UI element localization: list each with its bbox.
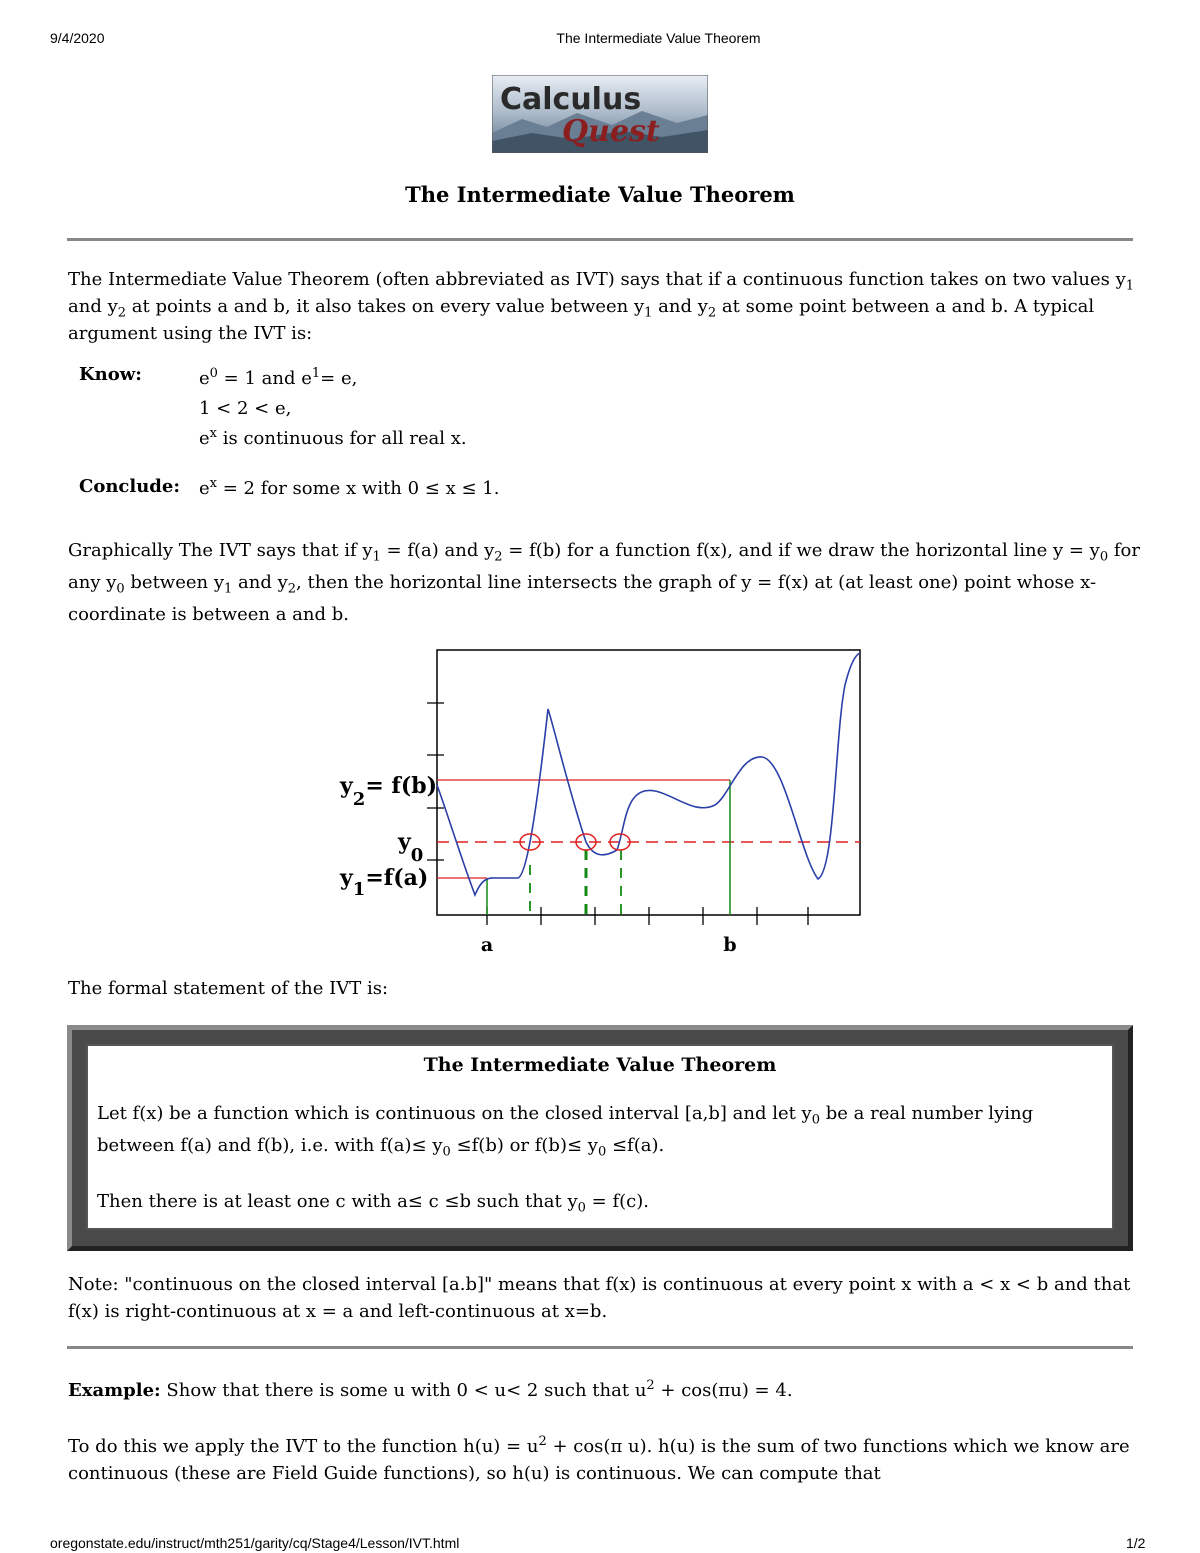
x-label-a: a [480, 934, 494, 956]
note-paragraph: Note: "continuous on the closed interval [a.b]" means that f(x) is continuous at every point x with a < x < b and that f(x) is right-continuous at x = a and left-continuous at x=b. [68, 1274, 1131, 1322]
know-label: Know: [79, 364, 142, 385]
conclude-label: Conclude: [79, 476, 180, 497]
example-paragraph: Example: Show that there is some u with 0 < u< 2 such that $u^2 + \cos(\pi u) = 4$. [68, 1378, 793, 1401]
graph-frame [437, 650, 860, 915]
calculus-quest-logo [492, 75, 708, 153]
formal-intro: The formal statement of the IVT is: [68, 978, 389, 999]
divider [67, 1346, 1133, 1349]
conclude-statement: $e^x = 2$ for some x with 0 ≤ x ≤ 1. [199, 476, 500, 499]
x-label-b: b [723, 934, 737, 956]
intro-paragraph: The Intermediate Value Theorem (often abbreviated as IVT) says that if a continuous function takes on two values $y_1$ and $y_2$ at points a and b, it also takes on every value between $y_1$ and $y_2$ at some point between a and b. A typical argument using the IVT is: [68, 269, 1135, 344]
theorem-line-1: Let f(x) be a function which is continuous on the closed interval [a,b] and let $y_0$ be a real number lying [97, 1103, 1034, 1128]
logo-word-calculus: Calculus [500, 82, 642, 117]
y2-label: $y_2= f(b)$ [340, 773, 438, 810]
x-axis-ticks [487, 907, 808, 925]
graphically-paragraph: Graphically The IVT says that if $y_1 = f(a)$ and $y_2 = f(b)$ for a function f(x), and if we draw the horizontal line $y = y_0$ for any $y_0$ between $y_1$ and $y_2$, then the horizontal line intersects the graph of y = f(x) at (at least one) point whose x-coordinate is between a and b. [68, 540, 1140, 625]
know-statements: $e^0 = 1$ and $e^1= e$, 1 < 2 < e, $e^x$ is continuous for all real x. [199, 366, 467, 449]
theorem-line-3: Then there is at least one c with a≤ c ≤b such that $y_0 = f(c)$. [97, 1191, 649, 1216]
theorem-line-2: between f(a) and f(b), i.e. with $f(a)\le y_0 \le f(b)$ or $f(b)\le y_0 \le f(a)$. [97, 1135, 665, 1160]
theorem-title: The Intermediate Value Theorem [423, 1054, 777, 1076]
y0-label: $y_0$ [398, 829, 424, 866]
logo-word-quest: Quest [562, 114, 660, 149]
theorem-box [67, 1025, 1133, 1251]
header-title: The Intermediate Value Theorem [556, 30, 761, 46]
function-curve [437, 653, 860, 895]
footer-page-number: 1/2 [1126, 1535, 1146, 1551]
y1-label: $y_1=f(a)$ [340, 865, 429, 900]
apply-paragraph: To do this we apply the IVT to the function $h(u) = u^2 + \cos(\pi$ u). h(u) is the sum of two functions which we know are continuous (these are Field Guide functions), so h(u) is continuous. We can compute that [68, 1434, 1130, 1484]
page-title: The Intermediate Value Theorem [405, 182, 795, 207]
intersection-drop-lines [530, 850, 621, 915]
divider [67, 238, 1133, 241]
footer-url[interactable]: oregonstate.edu/instruct/mth251/garity/cq/Stage4/Lesson/IVT.html [50, 1535, 460, 1551]
theorem-box-inner [86, 1044, 1114, 1230]
ivt-graph [330, 645, 870, 965]
header-date: 9/4/2020 [50, 30, 105, 46]
